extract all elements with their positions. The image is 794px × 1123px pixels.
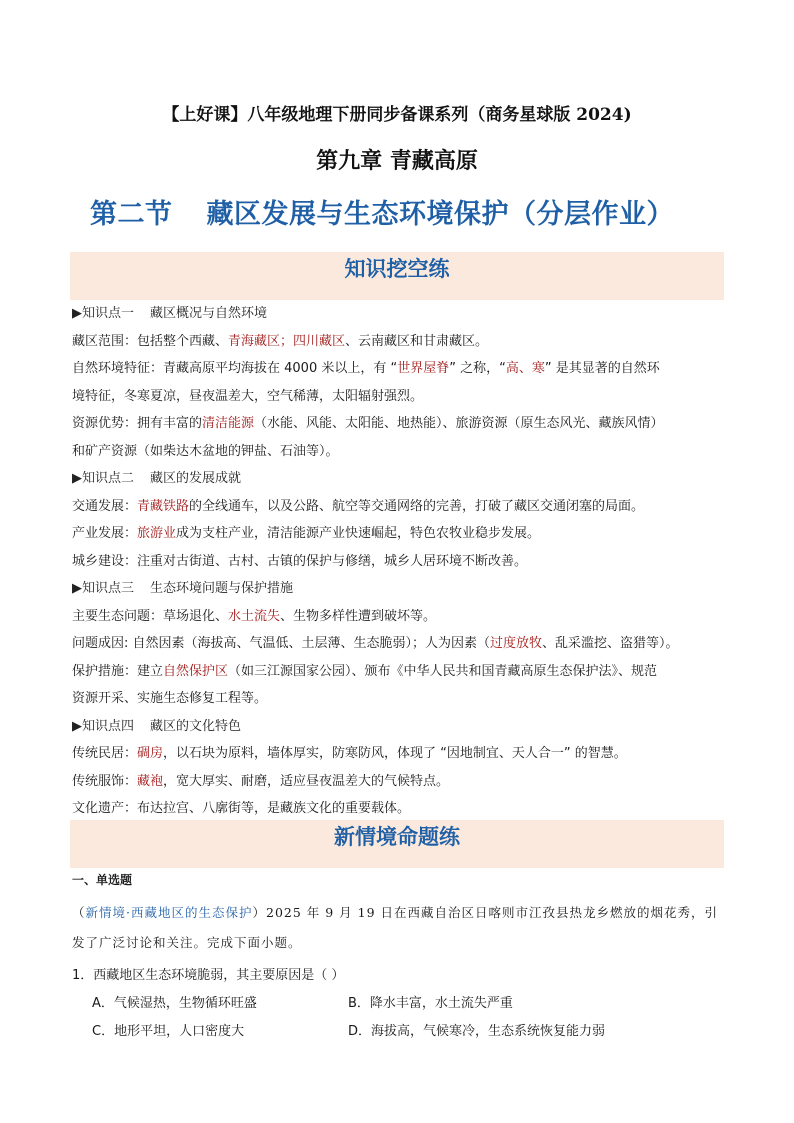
text: 产业发展： bbox=[72, 526, 138, 541]
text: 传统民居： bbox=[72, 746, 138, 761]
option-b[interactable]: B．降水丰富，水土流失严重 bbox=[348, 996, 513, 1011]
text-line bbox=[72, 603, 732, 631]
highlight-text: 藏袍 bbox=[137, 773, 164, 789]
highlight-text: 碉房 bbox=[137, 746, 164, 761]
text: （如三江源国家公园）、颁布《中华人民共和国青藏高原生态保护法》、规范 bbox=[228, 663, 658, 679]
text: 保护措施：建立 bbox=[72, 663, 164, 679]
kp-title: 藏区的发展成就 bbox=[150, 471, 242, 486]
text: （水能、风能、太阳能、地热能）、旅游资源（原生态风光、藏族风情） bbox=[254, 416, 664, 431]
option-c[interactable]: C．地形平坦，人口密度大 bbox=[92, 1024, 245, 1039]
text: ，以石块为原料，墙体厚实，防寒防风，体现了 “因地制宜、天人合一” 的智慧。 bbox=[163, 746, 627, 761]
question-section-heading: 一、单选题 bbox=[72, 873, 133, 887]
knowledge-band-title: 知识挖空练 bbox=[70, 252, 724, 300]
section-name: 藏区发展与生态环境保护（分层作业） bbox=[206, 199, 674, 230]
chapter-title: 第九章 青藏高原 bbox=[316, 149, 478, 174]
text-line: 文化遗产：布达拉宫、八廓街等，是藏族文化的重要载体。 bbox=[72, 801, 411, 816]
knowledge-point-heading bbox=[72, 465, 732, 493]
text-line bbox=[72, 768, 732, 796]
highlight-text: 自然保护区 bbox=[163, 663, 229, 679]
text: （ bbox=[72, 905, 86, 920]
knowledge-point-heading bbox=[72, 300, 732, 328]
highlight-text: 旅游业 bbox=[137, 526, 177, 541]
text-line bbox=[72, 493, 732, 521]
knowledge-point-heading bbox=[72, 575, 732, 603]
option-d[interactable]: D．海拔高，气候寒冷，生态系统恢复能力弱 bbox=[348, 1024, 606, 1039]
text-line bbox=[72, 355, 732, 383]
option-a[interactable]: A．气候湿热，生物循环旺盛 bbox=[92, 996, 257, 1011]
question-section bbox=[72, 870, 732, 1050]
question-intro bbox=[72, 898, 732, 958]
knowledge-point-heading bbox=[72, 713, 732, 741]
kp-label: ▶知识点一 bbox=[72, 306, 134, 321]
text-line bbox=[72, 520, 732, 548]
series-title: 【上好课】八年级地理下册同步备课系列（商务星球版 2024) bbox=[162, 105, 632, 125]
highlight-text: 过度放牧 bbox=[490, 636, 543, 651]
text: 成为支柱产业，清洁能源产业快速崛起，特色农牧业稳步发展。 bbox=[176, 526, 541, 541]
scenario-tag: 新情境·西藏地区的生态保护 bbox=[85, 905, 253, 920]
text-line bbox=[72, 410, 732, 438]
text-line bbox=[72, 740, 732, 768]
kp-title: 藏区概况与自然环境 bbox=[150, 306, 268, 321]
text: 交通发展： bbox=[72, 498, 138, 514]
kp-label: ▶知识点三 bbox=[72, 581, 134, 596]
text: 、生物多样性遭到破坏等。 bbox=[280, 608, 437, 624]
kp-label: ▶知识点四 bbox=[72, 718, 134, 734]
question-stem: 1．西藏地区生态环境脆弱，其主要原因是（ ） bbox=[72, 968, 345, 983]
text-line bbox=[72, 658, 732, 686]
text: ” 是其显著的自然环 bbox=[544, 361, 660, 376]
kp-label: ▶知识点二 bbox=[72, 471, 134, 486]
highlight-text: 青藏铁路 bbox=[137, 498, 190, 514]
text: 自然环境特征：青藏高原平均海拔在 4000 米以上，有 “ bbox=[72, 361, 398, 376]
text-line: 和矿产资源（如柴达木盆地的钾盐、石油等）。 bbox=[72, 443, 339, 459]
text: 藏区范围：包括整个西藏、 bbox=[72, 333, 229, 349]
text: 、云南藏区和甘肃藏区。 bbox=[345, 333, 489, 349]
text-line: 境特征，冬寒夏凉，昼夜温差大，空气稀薄，太阳辐射强烈。 bbox=[72, 388, 424, 404]
highlight-text: 水土流失 bbox=[228, 608, 281, 624]
text: ，宽大厚实、耐磨，适应昼夜温差大的气候特点。 bbox=[163, 773, 450, 789]
kp-title: 藏区的文化特色 bbox=[150, 718, 242, 734]
text: 发了广泛讨论和关注。完成下面小题。 bbox=[72, 935, 302, 950]
text: 主要生态问题：草场退化、 bbox=[72, 608, 229, 624]
text: 资源优势：拥有丰富的 bbox=[72, 416, 203, 431]
kp-title: 生态环境问题与保护措施 bbox=[150, 581, 294, 596]
text-line: 城乡建设：注重对古街道、古村、古镇的保护与修缮，城乡人居环境不断改善。 bbox=[72, 553, 528, 569]
highlight-text: 高、寒 bbox=[505, 361, 545, 376]
text-line bbox=[72, 630, 732, 658]
section-number: 第二节 bbox=[90, 199, 173, 230]
text-line: 资源开采、实施生态修复工程等。 bbox=[72, 691, 268, 706]
text: 的全线通车，以及公路、航空等交通网络的完善，打破了藏区交通闭塞的局面。 bbox=[189, 498, 645, 514]
highlight-text: 清洁能源 bbox=[202, 416, 255, 431]
text: 问题成因: 自然因素（海拔高、气温低、土层薄、生态脆弱）；人为因素（ bbox=[72, 636, 491, 651]
text: 、乱采滥挖、盗猎等）。 bbox=[542, 636, 679, 651]
text: ” 之称，“ bbox=[449, 361, 506, 376]
highlight-text: 青海藏区；四川藏区 bbox=[228, 333, 346, 349]
text: ）2025 年 9 月 19 日在西藏自治区日喀则市江孜县热龙乡燃放的烟花秀，引 bbox=[252, 905, 719, 920]
answer-options bbox=[72, 990, 732, 1050]
text: 传统服饰： bbox=[72, 773, 138, 789]
scenario-band-title: 新情境命题练 bbox=[70, 820, 724, 868]
text-line bbox=[72, 328, 732, 356]
section-title bbox=[90, 192, 674, 231]
highlight-text: 世界屋脊 bbox=[397, 361, 450, 376]
knowledge-content bbox=[72, 300, 732, 823]
